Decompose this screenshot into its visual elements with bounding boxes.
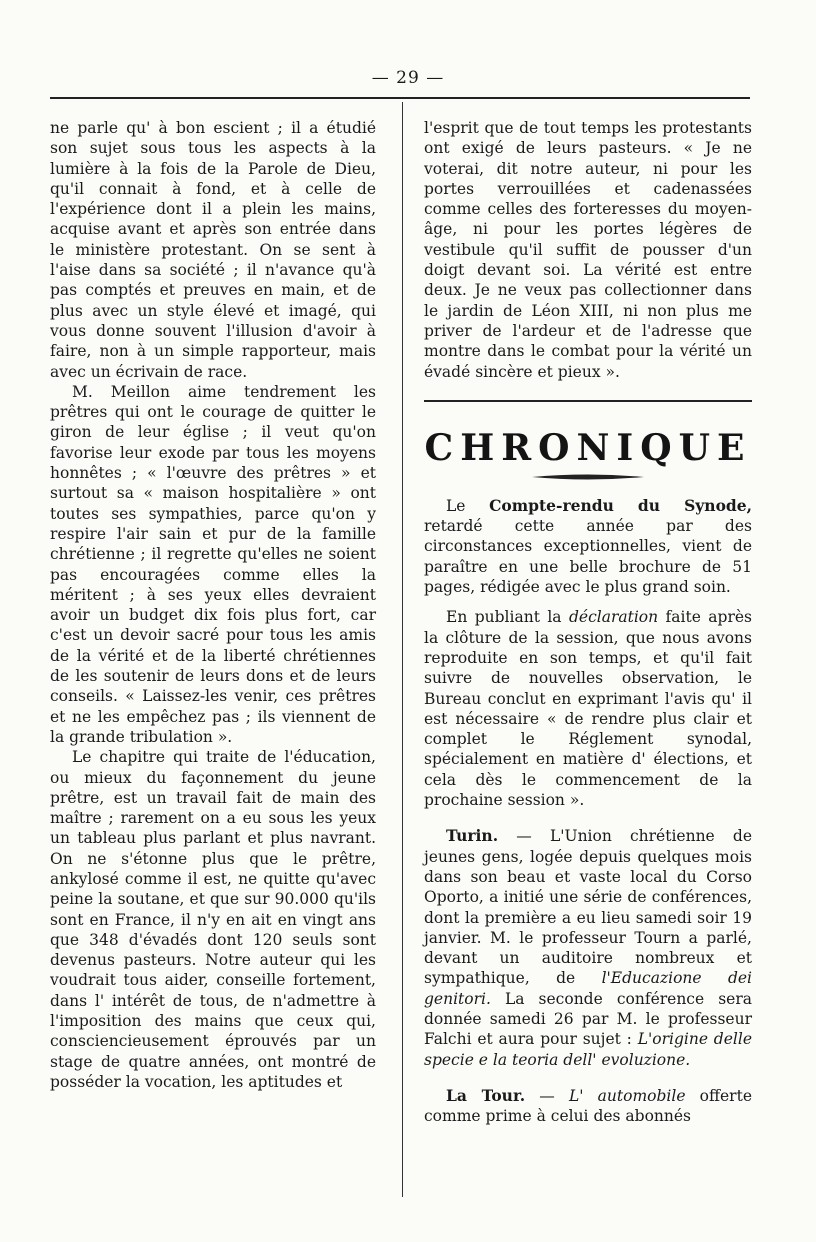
turin-title: Turin. (446, 826, 499, 846)
page-number: — 29 — (371, 68, 445, 88)
synode-title: Compte-rendu du Synode, (489, 495, 752, 515)
declaration-term: déclaration (568, 608, 659, 627)
column-divider (402, 102, 403, 1197)
left-column (50, 118, 376, 1092)
turin-paragraph: Turin. — L'Union chrétienne de jeunes gens, logée depuis quelques mois dans son beau et vaste local du Corso Oporto, a initié une série de conférences, dont la première a eu lieu samedi soir 19 janvier. M. le professeur Tourn a parlé, devant un auditoire nombreux et sympathique, de l'Educazione dei genitori. La seconde conférence sera donnée samedi 26 par M. le professeur Falchi et aura pour sujet : L'origine delle specie e la teoria dell' evoluzione. (424, 826, 752, 1069)
turin-lecture-1: l'Educazione dei genitori. (424, 969, 752, 1008)
left-paragraph-3: Le chapitre qui traite de l'éducation, ou mieux du façonnement du jeune prêtre, est un travail fait de main des maître ; rarement on a eu sous les yeux un tableau plus parlant et plus navrant. On ne s'étonne plus que le prêtre, ankylosé comme il est, ne quitte qu'avec peine la soutane, et que sur 90.000 qu'ils sont en France, il n'y en ait en vingt ans que 348 d'évadés dont 120 seuls sont devenus pasteurs. Notre auteur qui les voudrait tous aider, conseille fortement, dans l' intérêt de tous, de n'admettre à l'imposition des mains que ceux qui, consciencieusement éprouvés par un stage de quatre années, ont montré de posséder la vocation, les aptitudes et (50, 748, 376, 1091)
right-column (424, 118, 752, 1126)
header-rule (50, 97, 750, 99)
automobile-term: L' automobile (568, 1086, 686, 1105)
la-tour-paragraph: La Tour. — L' automobile offerte comme prime à celui des abonnés (424, 1085, 752, 1126)
declaration-paragraph: En publiant la déclaration faite après la clôture de la session, que nous avons reproduite en son temps, et qu'il fait suivre de nouvelles observation, le Bureau conclut en exprimant l'avis qu' il est nécessaire « de rendre plus clair et complet le Réglement synodal, spécialement en matière d' élections, et cela dès le commencement de la prochaine session ». (424, 608, 752, 810)
section-rule (424, 400, 752, 402)
chronique-heading: CHRONIQUE (424, 426, 752, 469)
turin-lecture-2: L'origine delle specie e la teoria dell' evoluzione. (424, 1030, 752, 1069)
right-paragraph-1: l'esprit que de tout temps les protestants ont exigé de leurs pasteurs. « Je ne voterai, dit notre auteur, ni pour les portes verrouillées et cadenassées comme celles des forteresses du moyen-âge, ni pour les portes légères de vestibule qu'il suffit de pousser d'un doigt devant soi. La vérité est entre deux. Je ne veux pas collectionner dans le jardin de Léon XIII, ni non plus me priver de l'ardeur et de l'adresse que montre dans le combat pour la vérité un évadé sincère et pieux ». (424, 119, 752, 381)
left-paragraph-2: M. Meillon aime tendrement les prêtres qui ont le courage de quitter le giron de leur église ; il veut qu'on favorise leur exode par tous les moyens honnêtes ; « l'œuvre des prêtres » et surtout sa « maison hospitalière » ont toutes ses sympathies, parce qu'on y respire l'air sain et pur de la famille chrétienne ; il regrette qu'elles ne soient pas encouragées comme elles la méritent ; à ses yeux elles devraient avoir un budget dix fois plus fort, car c'est un devoir sacré pour tous les amis de la vérité et de la liberté chrétiennes de les soutenir de leurs dons et de leurs conseils. « Laissez-les venir, ces prêtres et ne les empêchez pas ; ils viennent de la grande tribulation ». (50, 382, 376, 746)
ornament-divider (528, 472, 648, 482)
synode-paragraph: Le Compte-rendu du Synode, retardé cette année par des circonstances exceptionnelles, vient de paraître en une belle brochure de 51 pages, rédigée avec le plus grand soin. (424, 495, 752, 597)
left-paragraph-1: ne parle qu' à bon escient ; il a étudié son sujet sous tous les aspects à la lumière à la fois de la Parole de Dieu, qu'il connait à fond, et à celle de l'expérience dont il a plein les mains, acquise avant et après son entrée dans le ministère protestant. On se sent à l'aise dans sa société ; il n'avance qu'à pas comptés et preuves en main, et de plus avec un style élevé et imagé, qui vous donne souvent l'illusion d'avoir à faire, non à un simple rapporteur, mais avec un écrivain de race. (50, 119, 376, 381)
la-tour-title: La Tour. (446, 1085, 526, 1105)
